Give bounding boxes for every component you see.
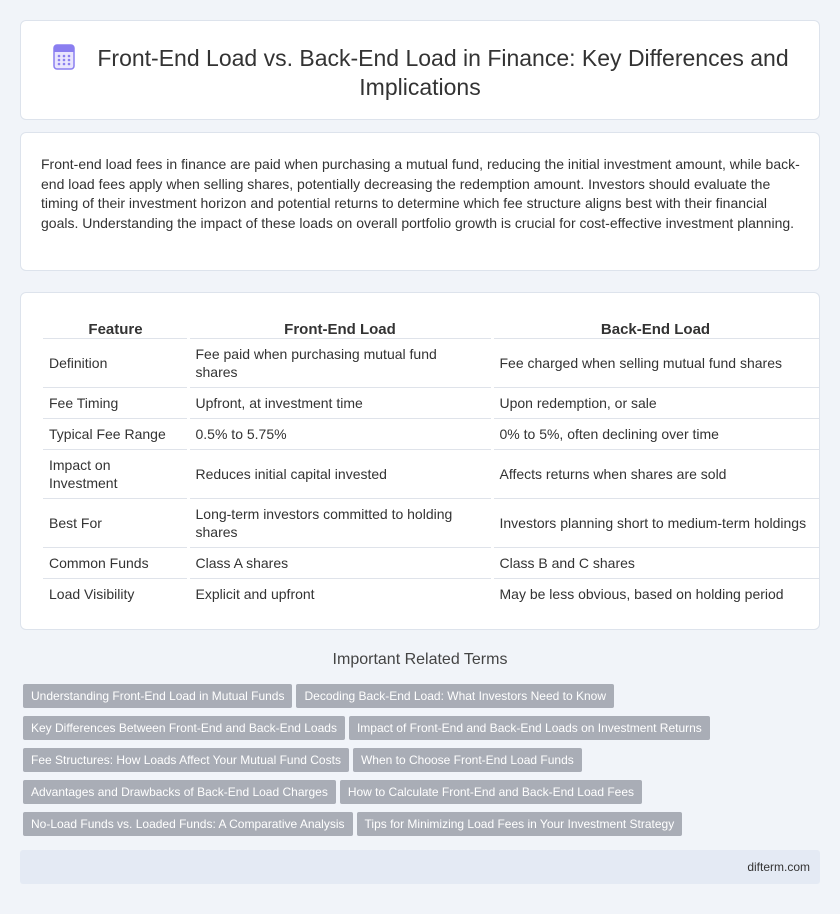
related-terms-heading: Important Related Terms: [332, 651, 508, 668]
related-term-tag[interactable]: Tips for Minimizing Load Fees in Your Investment Strategy: [357, 812, 683, 836]
column-header-back-end-load: Back-End Load: [492, 314, 819, 338]
page-title: Front-End Load vs. Back-End Load in Finance: Key Differences and Implications: [97, 45, 789, 100]
front-end-cell: Explicit and upfront: [188, 578, 492, 609]
feature-cell: Fee Timing: [43, 387, 188, 418]
table-row: [43, 418, 819, 449]
table-row: [43, 387, 819, 418]
back-end-cell: Class B and C shares: [492, 547, 819, 578]
front-end-cell: Class A shares: [188, 547, 492, 578]
feature-cell: Impact on Investment: [43, 449, 188, 498]
feature-cell: Best For: [43, 498, 188, 547]
table-header-row: [43, 314, 819, 338]
page-title-wrap: [21, 44, 819, 102]
front-end-cell: 0.5% to 5.75%: [188, 418, 492, 449]
table-row: [43, 547, 819, 578]
tag-row: [23, 812, 686, 836]
related-term-tag[interactable]: Fee Structures: How Loads Affect Your Mutual Fund Costs: [23, 748, 349, 772]
tag-row: [23, 780, 646, 804]
column-header-front-end-load: Front-End Load: [188, 314, 492, 338]
back-end-cell: Upon redemption, or sale: [492, 387, 819, 418]
table-row: [43, 449, 819, 498]
feature-cell: Typical Fee Range: [43, 418, 188, 449]
related-term-tag[interactable]: No-Load Funds vs. Loaded Funds: A Comparative Analysis: [23, 812, 353, 836]
back-end-cell: Fee charged when selling mutual fund shares: [492, 338, 819, 387]
title-card: [20, 20, 820, 120]
front-end-cell: Upfront, at investment time: [188, 387, 492, 418]
related-term-tag[interactable]: Decoding Back-End Load: What Investors Need to Know: [296, 684, 614, 708]
footer-site-link[interactable]: difterm.com: [747, 860, 810, 874]
feature-cell: Definition: [43, 338, 188, 387]
column-header-feature: Feature: [43, 314, 188, 338]
tag-row: [23, 684, 618, 708]
feature-cell: Load Visibility: [49, 585, 135, 602]
comparison-table: [43, 314, 819, 609]
comparison-table-card: [20, 292, 820, 630]
back-end-cell: 0% to 5%, often declining over time: [492, 418, 819, 449]
back-end-cell: Investors planning short to medium-term holdings: [492, 498, 819, 547]
summary-card: [20, 132, 820, 271]
front-end-cell: Long-term investors committed to holding shares: [188, 498, 492, 547]
tag-row: [23, 748, 586, 772]
related-term-tag[interactable]: Advantages and Drawbacks of Back-End Load Charges: [23, 780, 336, 804]
table-row: [43, 578, 819, 609]
related-term-tag[interactable]: Impact of Front-End and Back-End Loads on Investment Returns: [349, 716, 710, 740]
footer-bar: [20, 850, 820, 884]
feature-cell: Common Funds: [43, 547, 188, 578]
related-term-tag[interactable]: Understanding Front-End Load in Mutual Funds: [23, 684, 292, 708]
front-end-cell: Reduces initial capital invested: [188, 449, 492, 498]
related-term-tag[interactable]: When to Choose Front-End Load Funds: [353, 748, 582, 772]
back-end-cell: Affects returns when shares are sold: [492, 449, 819, 498]
back-end-cell: May be less obvious, based on holding period: [492, 578, 819, 609]
related-term-tag[interactable]: Key Differences Between Front-End and Back-End Loads: [23, 716, 345, 740]
calculator-icon: [51, 44, 77, 70]
table-row: [43, 498, 819, 547]
related-term-tag[interactable]: How to Calculate Front-End and Back-End Load Fees: [340, 780, 642, 804]
front-end-cell: Fee paid when purchasing mutual fund shares: [188, 338, 492, 387]
table-row: [43, 338, 819, 387]
summary-text: Front-end load fees in finance are paid when purchasing a mutual fund, reducing the initial investment amount, while back-end load fees apply when selling shares, potentially decreasing the redemption amount. Investors should evaluate the timing of their investment horizon and potential returns to determine which fee structure aligns best with their financial goals. Understanding the impact of these loads on overall portfolio growth is crucial for cost-effective investment planning.: [41, 156, 800, 231]
tag-row: [23, 716, 714, 740]
